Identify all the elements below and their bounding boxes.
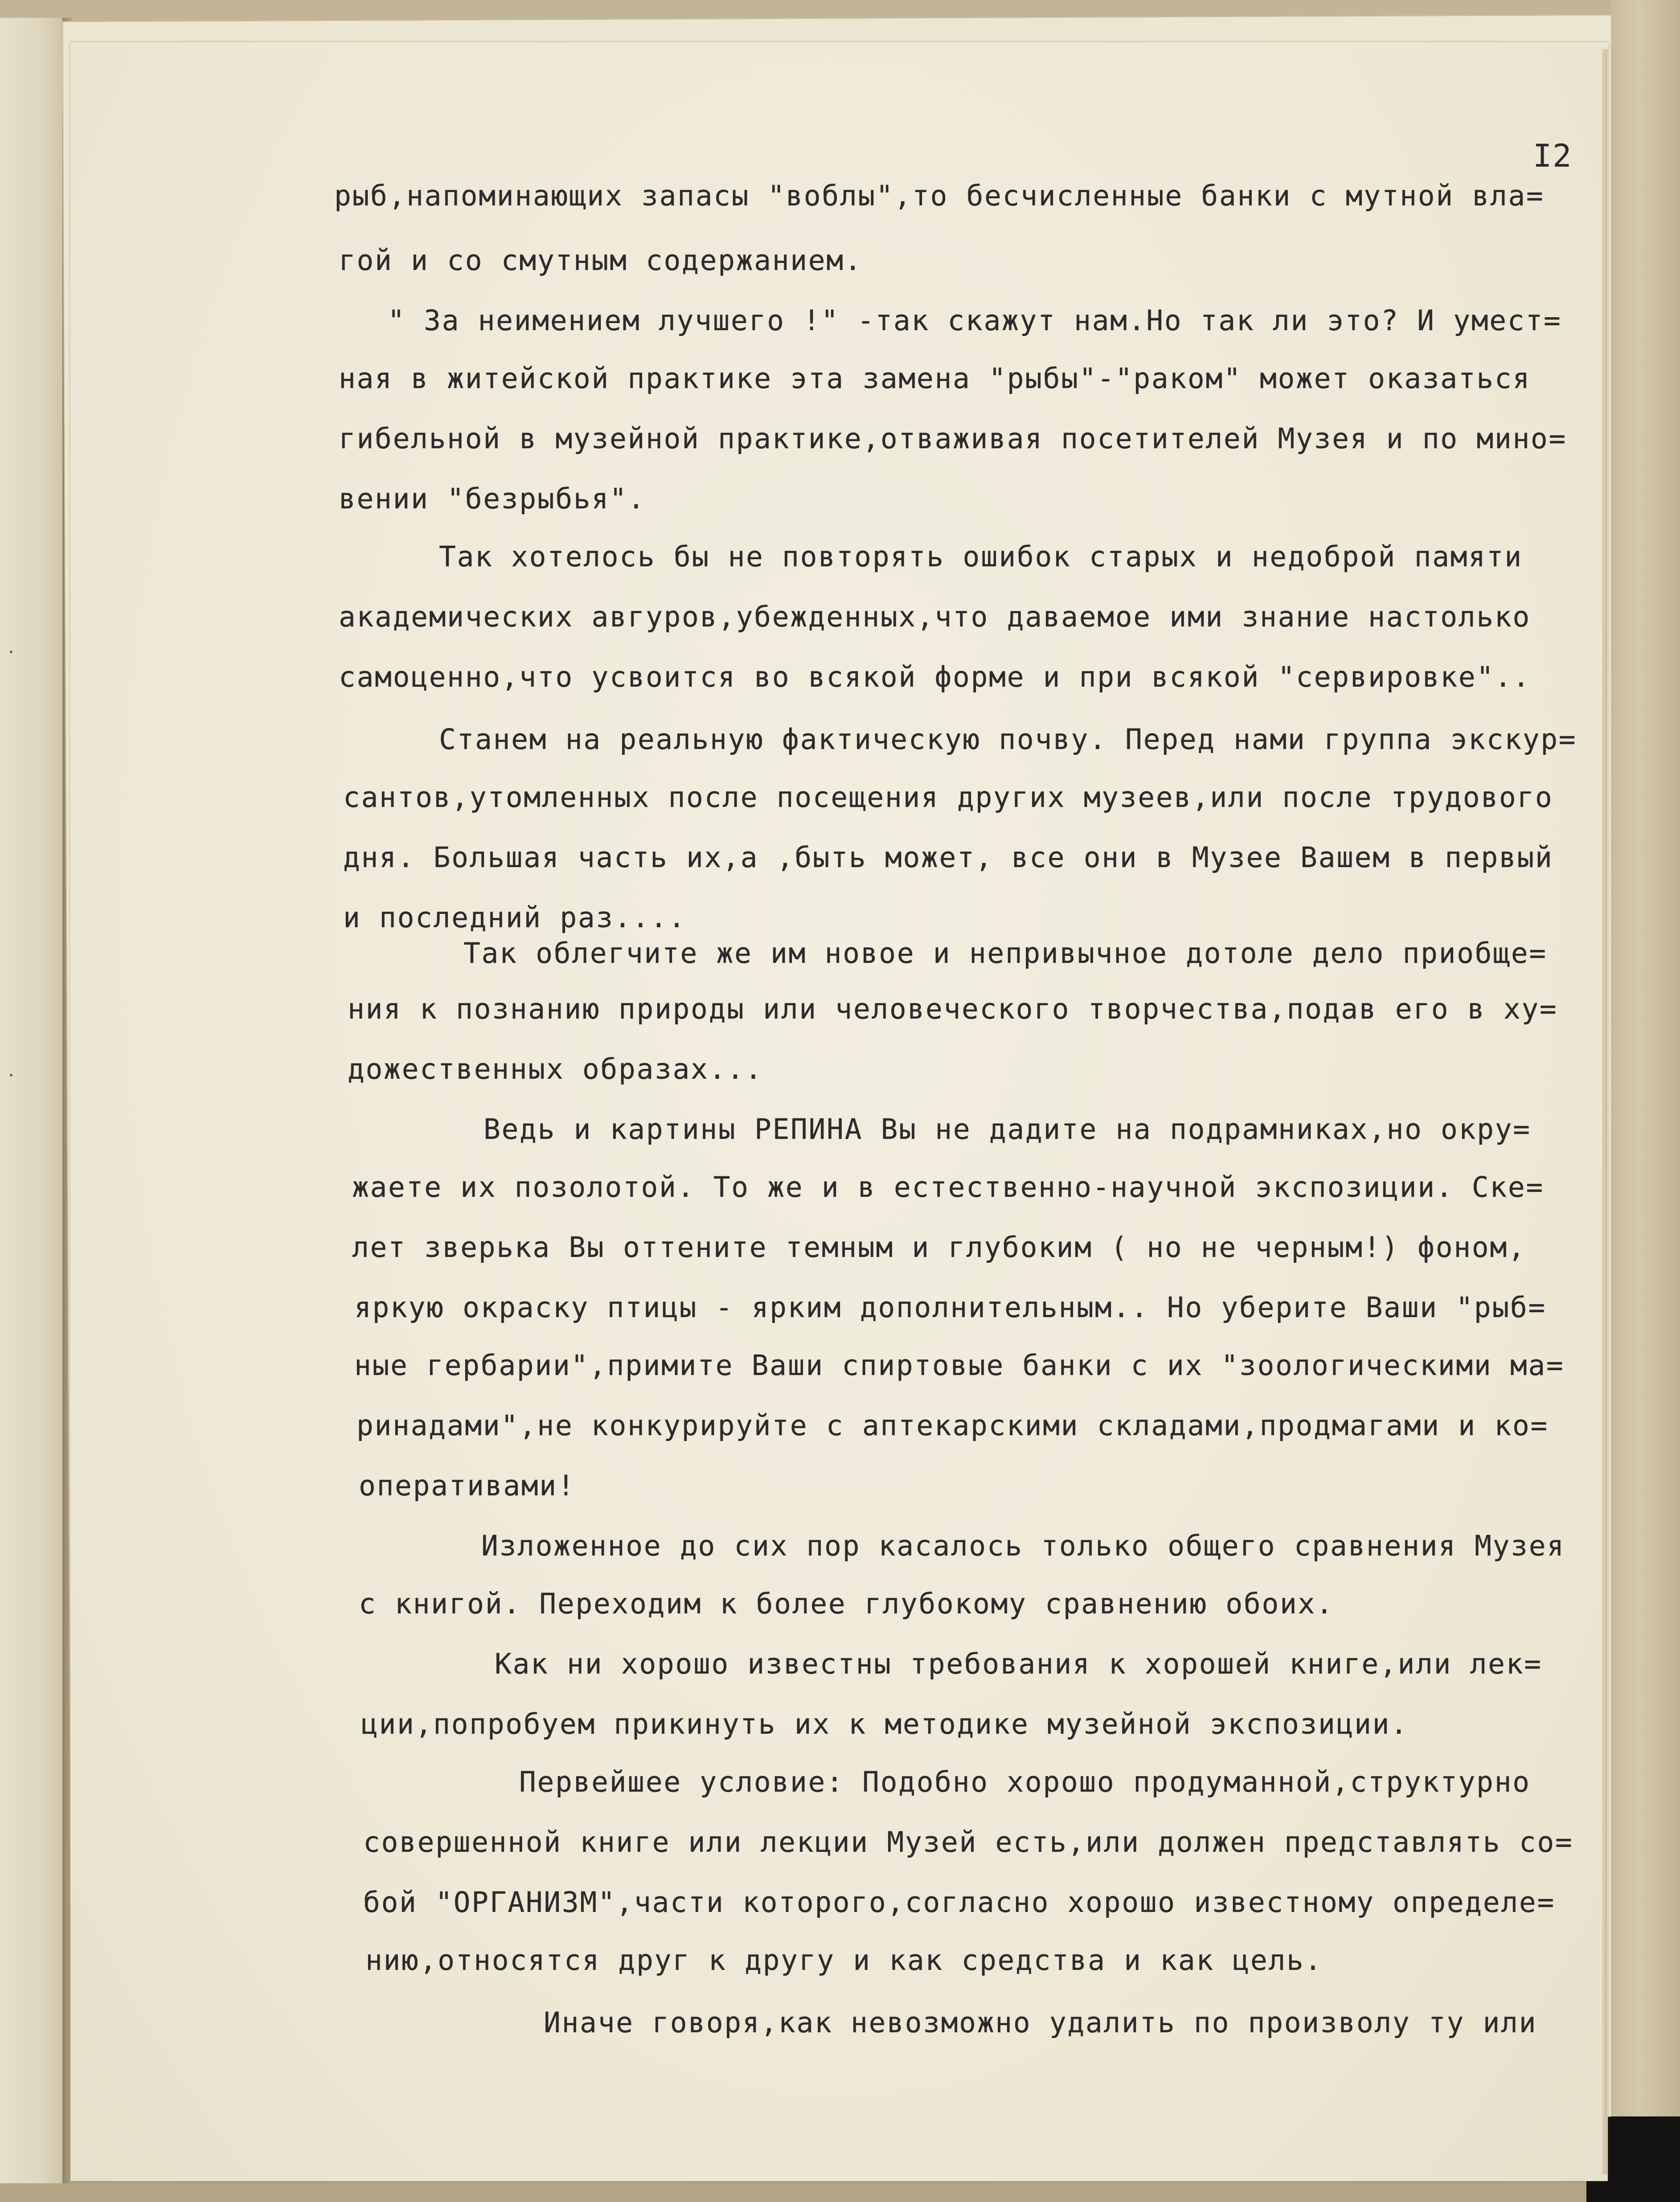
text-line: Так облегчите же им новое и непривычное дотоле дело приобще=: [463, 937, 1547, 970]
text-line: ния к познанию природы или человеческого творчества,подав его в ху=: [348, 993, 1558, 1025]
text-line: яркую окраску птицы - ярким дополнительным.. Но уберите Ваши "рыб=: [354, 1291, 1546, 1324]
text-line: Станем на реальную фактическую почву. Перед нами группа экскур=: [439, 723, 1577, 756]
text-line: Так хотелось бы не повторять ошибок старых и недоброй памяти: [439, 540, 1523, 573]
text-line: ная в житейской практике эта замена "рыбы"-"раком" может оказаться: [339, 362, 1531, 395]
text-line: гой и со смутным содержанием.: [339, 244, 863, 277]
text-line: Изложенное до сих пор касалось только общего сравнения Музея: [481, 1530, 1565, 1562]
text-line: и последний раз....: [343, 901, 687, 934]
text-line: дожественных образах...: [348, 1053, 763, 1085]
text-line: Иначе говоря,как невозможно удалить по произволу ту или: [544, 2006, 1537, 2039]
text-line: ринадами",не конкурируйте с аптекарскими складами,продмагами и ко=: [356, 1409, 1549, 1442]
text-line: оперативами!: [359, 1469, 576, 1502]
text-line: дня. Большая часть их,а ,быть может, все они в Музее Вашем в первый: [343, 841, 1553, 874]
text-line: Ведь и картины РЕПИНА Вы не дадите на подрамниках,но окру=: [484, 1113, 1531, 1146]
text-line: нию,относятся друг к другу и как средства и как цель.: [365, 1944, 1323, 1977]
text-line: Первейшее условие: Подобно хорошо продуманной,структурно: [519, 1766, 1531, 1798]
text-line: совершенной книге или лекции Музей есть,или должен представлять со=: [363, 1826, 1573, 1858]
text-line: самоценно,что усвоится во всякой форме и при всякой "сервировке"..: [339, 661, 1531, 693]
text-line: рыб,напоминающих запасы "воблы",то бесчисленные банки с мутной вла=: [334, 180, 1545, 212]
text-line: с книгой. Переходим к более глубокому сравнению обоих.: [359, 1588, 1334, 1620]
text-line: ные гербарии",примите Ваши спиртовые банки с их "зоологическими ма=: [354, 1349, 1565, 1382]
text-line: лет зверька Вы оттените темным и глубоким ( но не черным!) фоном,: [352, 1231, 1526, 1264]
text-line: гибельной в музейной практике,отваживая посетителей Музея и по мино=: [339, 422, 1567, 455]
text-line: бой "ОРГАНИЗМ",части которого,согласно хорошо известному определе=: [363, 1886, 1555, 1919]
text-line: ции,попробуем прикинуть их к методике музейной экспозиции.: [361, 1708, 1409, 1740]
text-line: академических авгуров,убежденных,что даваемое ими знание настолько: [339, 601, 1531, 633]
page-number: I2: [1533, 138, 1573, 174]
text-line: сантов,утомленных после посещения других музеев,или после трудового: [343, 781, 1553, 814]
text-line: жаете их позолотой. То же и в естественно-научной экспозиции. Ске=: [352, 1171, 1544, 1203]
text-line: Как ни хорошо известны требования к хорошей книге,или лек=: [495, 1648, 1542, 1680]
text-line: " За неимением лучшего !" -так скажут нам.Но так ли это? И умест=: [388, 304, 1562, 337]
text-line: вении "безрыбья".: [339, 483, 646, 515]
